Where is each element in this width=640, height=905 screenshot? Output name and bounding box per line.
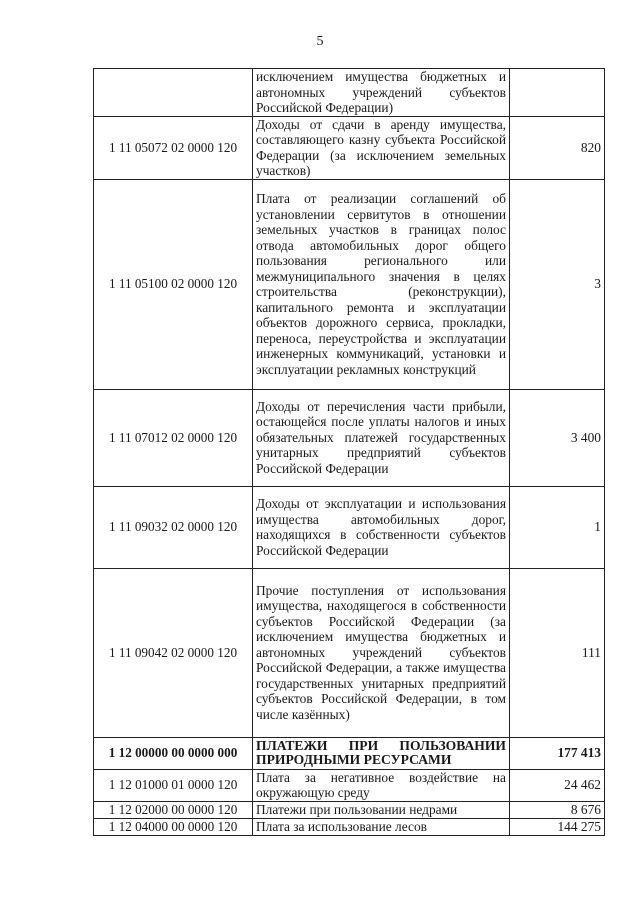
budget-code-cell: 1 11 05100 02 0000 120 <box>94 179 253 389</box>
revenue-name-cell: Плата за использование лесов <box>253 818 510 835</box>
table-row <box>94 818 605 835</box>
budget-code-cell: 1 11 09042 02 0000 120 <box>94 568 253 737</box>
table-row <box>94 116 605 179</box>
table-row-section-header <box>94 737 605 769</box>
budget-code-cell: 1 11 07012 02 0000 120 <box>94 389 253 486</box>
amount-cell: 144 275 <box>510 818 605 835</box>
table-row <box>94 568 605 737</box>
table-row <box>94 801 605 818</box>
amount-cell: 3 400 <box>510 389 605 486</box>
amount-cell: 177 413 <box>510 737 605 769</box>
table-row <box>94 486 605 568</box>
table-row <box>94 769 605 801</box>
budget-code-cell: 1 12 01000 01 0000 120 <box>94 769 253 801</box>
revenue-name-cell: Плата за негативное воздействие на окружающую среду <box>253 769 510 801</box>
amount-cell: 820 <box>510 116 605 179</box>
table-row <box>94 69 605 117</box>
budget-code-cell <box>94 69 253 117</box>
revenue-name-cell: Доходы от эксплуатации и использования имущества автомобильных дорог, находящихся в собственности субъектов Российской Федерации <box>253 486 510 568</box>
revenue-name-cell: Платежи при пользовании недрами <box>253 801 510 818</box>
budget-code-cell: 1 12 02000 00 0000 120 <box>94 801 253 818</box>
amount-cell: 3 <box>510 179 605 389</box>
amount-cell: 1 <box>510 486 605 568</box>
revenue-name-cell: Плата от реализации соглашений об установлении сервитутов в отношении земельных участков в границах полос отвода автомобильных дорог общего пользования регионального или межмуниципального значения в целях строительства (реконструкции), капитального ремонта и эксплуатации объектов дорожного сервиса, прокладки, переноса, переустройства и эксплуатации инженерных коммуникаций, установки и эксплуатации рекламных конструкций <box>253 179 510 389</box>
page-number: 5 <box>316 34 324 49</box>
revenue-name-cell: ПЛАТЕЖИ ПРИ ПОЛЬЗОВАНИИ ПРИРОДНЫМИ РЕСУРСАМИ <box>253 737 510 769</box>
amount-cell: 111 <box>510 568 605 737</box>
revenue-name-cell: Прочие поступления от использования имущества, находящегося в собственности субъектов Российской Федерации (за исключением имущества бюджетных и автономных учреждений субъектов Российской Федерации, а также имущества государственных унитарных предприятий субъектов Российской Федерации, в том числе казённых) <box>253 568 510 737</box>
table-row <box>94 389 605 486</box>
budget-code-cell: 1 11 05072 02 0000 120 <box>94 116 253 179</box>
budget-code-cell: 1 12 00000 00 0000 000 <box>94 737 253 769</box>
amount-cell <box>510 69 605 117</box>
revenue-table <box>93 68 605 836</box>
table-row <box>94 179 605 389</box>
budget-code-cell: 1 12 04000 00 0000 120 <box>94 818 253 835</box>
budget-code-cell: 1 11 09032 02 0000 120 <box>94 486 253 568</box>
revenue-name-cell: исключением имущества бюджетных и автономных учреждений субъектов Российской Федерации) <box>253 69 510 117</box>
amount-cell: 24 462 <box>510 769 605 801</box>
revenue-name-cell: Доходы от сдачи в аренду имущества, составляющего казну субъекта Российской Федерации (за исключением земельных участков) <box>253 116 510 179</box>
revenue-name-cell: Доходы от перечисления части прибыли, остающейся после уплаты налогов и иных обязательных платежей государственных унитарных предприятий субъектов Российской Федерации <box>253 389 510 486</box>
amount-cell: 8 676 <box>510 801 605 818</box>
